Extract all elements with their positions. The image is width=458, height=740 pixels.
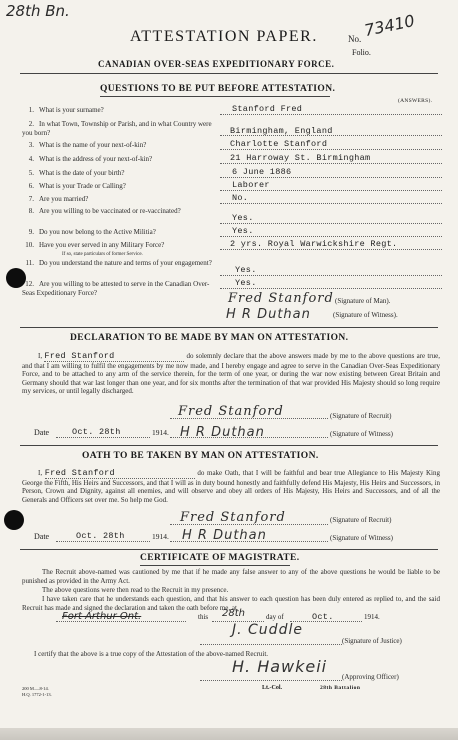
- battalion-note: 28th Bn.: [6, 2, 70, 20]
- signature-of-witness: H R Duthan: [226, 307, 311, 322]
- oath-recruit-label: (Signature of Recruit): [330, 516, 392, 524]
- question-7: 7. Are you married?: [28, 195, 89, 203]
- oath-name: Fred Stanford: [45, 469, 195, 479]
- questions-heading: QUESTIONS TO BE PUT BEFORE ATTESTATION.: [100, 84, 336, 94]
- answer-vaccinated: Yes.: [232, 213, 254, 223]
- answer-understand-terms: Yes.: [235, 265, 257, 275]
- number-label: No.: [348, 34, 362, 44]
- folio-label: Folio.: [352, 48, 371, 57]
- approving-officer-label: (Approving Officer): [342, 673, 399, 681]
- question-2: 2. In what Town, Township or Parish, and in what Country were you born?: [22, 120, 212, 137]
- answer-birthplace: Birmingham, England: [230, 126, 333, 136]
- magistrate-this-label: this: [198, 613, 209, 621]
- oath-witness-signature: H R Duthan: [182, 528, 267, 543]
- magistrate-day: 28th: [222, 608, 245, 619]
- magistrate-caution-text: The Recruit above-named was cautioned by me that if he made any false answer to any of the above questions he would be liable to be punished as provided in the Army Act.: [22, 568, 440, 585]
- oath-text: I, Fred Stanford do make Oath, that I will be faithful and bear true Allegiance to His Majesty King George the Fifth, His Heirs and Successors, and that I will as in duty bound honestly and faithfully defend His Majesty, His Heirs and Successors, in Person, Crown and Dignity, against all enemies, and will observe and obey all orders of His Majesty, His Heirs and Successors, and of all the Generals and Officers set over me. So help me God.: [22, 468, 441, 504]
- punch-hole-bottom: [4, 510, 24, 530]
- declaration-year: 1914.: [152, 428, 169, 437]
- answer-surname: Stanford Fred: [232, 104, 303, 114]
- sig-witness-label: (Signature of Witness).: [333, 311, 398, 319]
- answer-married: No.: [232, 193, 249, 203]
- scan-edge: [0, 728, 458, 740]
- form-code: 200 M.—8-14.: [22, 686, 49, 691]
- magistrate-heading-rule: [140, 565, 290, 566]
- answers-label: (ANSWERS).: [398, 98, 433, 104]
- rank-label: Lt.-Col.: [262, 685, 282, 691]
- document-subtitle: CANADIAN OVER-SEAS EXPEDITIONARY FORCE.: [98, 59, 335, 69]
- oath-witness-label: (Signature of Witness): [330, 534, 393, 542]
- certify-text: I certify that the above is a true copy of the Attestation of the above-named Recruit.: [34, 650, 269, 658]
- magistrate-heading: CERTIFICATE OF MAGISTRATE.: [140, 553, 300, 563]
- answer-next-of-kin: Charlotte Stanford: [230, 139, 328, 149]
- question-10: 10. Have you ever served in any Military Force?: [25, 241, 165, 249]
- oath-year: 1914.: [152, 532, 169, 541]
- question-6: 6. What is your Trade or Calling?: [28, 182, 126, 190]
- punch-hole-top: [6, 268, 26, 288]
- sig-man-label: (Signature of Man).: [335, 297, 391, 305]
- declaration-date-value: Oct. 28th: [72, 427, 121, 437]
- approving-officer-signature: H. Hawkeii: [232, 657, 328, 676]
- declaration-witness-label: (Signature of Witness): [330, 430, 393, 438]
- oath-recruit-signature: Fred Stanford: [180, 510, 286, 525]
- regimental-number: 73410: [362, 10, 417, 41]
- question-9: 9. Do you now belong to the Active Militia?: [28, 228, 156, 236]
- declaration-witness-signature: H R Duthan: [180, 425, 265, 440]
- question-12: 12. Are you willing to be attested to serve in the Canadian Over-Seas Expeditionary Force?: [22, 280, 210, 297]
- magistrate-care-text: I have taken care that he understands each question, and that his answer to each question has been duly entered as replied to, and the said Recruit has made and signed the declaration and taken the oath before me, at: [22, 595, 440, 612]
- magistrate-year: 1914.: [364, 613, 380, 621]
- answer-trade: Laborer: [232, 180, 270, 190]
- form-code-2: H.Q. 1772-1-13.: [22, 692, 52, 697]
- question-5: 5. What is the date of your birth?: [28, 169, 125, 177]
- answer-militia: Yes.: [232, 226, 254, 236]
- questions-heading-rule: [100, 96, 330, 97]
- magistrate-read-text: The above questions were then read to the Recruit in my presence.: [42, 586, 229, 594]
- magistrate-month: Oct.: [312, 612, 334, 622]
- answer-birth-date: 6 June 1886: [232, 167, 292, 177]
- answer-kin-address: 21 Harroway St. Birmingham: [230, 153, 371, 163]
- declaration-date-label: Date: [34, 428, 50, 437]
- question-4: 4. What is the address of your next-of-kin?: [28, 155, 153, 163]
- question-3: 3. What is the name of your next-of-kin?: [28, 141, 147, 149]
- magistrate-place: Fort Arthur Ont.: [62, 611, 142, 622]
- header-rule: [20, 73, 438, 74]
- signature-of-man: Fred Stanford: [228, 291, 334, 306]
- oath-date-label: Date: [34, 532, 50, 541]
- oath-date-value: Oct. 28th: [76, 531, 125, 541]
- answer-prior-service: 2 yrs. Royal Warwickshire Regt.: [230, 239, 398, 249]
- justice-label: (Signature of Justice): [342, 637, 402, 645]
- question-10-note: If so, state particulars of former Service.: [62, 252, 143, 257]
- question-1: 1. What is your surname?: [28, 106, 104, 114]
- question-8: 8. Are you willing to be vaccinated or re-vaccinated?: [28, 207, 181, 215]
- question-11: 11. Do you understand the nature and terms of your engagement?: [25, 259, 212, 267]
- declaration-recruit-label: (Signature of Recruit): [330, 412, 392, 420]
- battalion-label: 28th Battalion: [320, 685, 361, 691]
- declaration-heading: DECLARATION TO BE MADE BY MAN ON ATTESTATION.: [70, 333, 349, 343]
- justice-signature: J. Cuddle: [232, 622, 303, 638]
- declaration-name: Fred Stanford: [44, 352, 184, 362]
- oath-top-rule: [20, 445, 438, 446]
- oath-heading: OATH TO BE TAKEN BY MAN ON ATTESTATION.: [82, 451, 319, 461]
- magistrate-day-of-label: day of: [266, 613, 284, 621]
- declaration-text: I, Fred Stanford do solemnly declare that the above answers made by me to the above questions are true, and that I am willing to fulfil the engagements by me now made, and I hereby engage and agree to serve in the Canadian Over-Seas Expeditionary Force, and to be attached to any arm of the service therein, for the term of one year, or during the war now existing between Great Britain and Germany should that war last longer than one year, and for six months after the termination of that war provided His Majesty should so long require my services, or until legally discharged.: [22, 351, 440, 396]
- declaration-top-rule: [20, 327, 438, 328]
- declaration-recruit-signature: Fred Stanford: [178, 404, 284, 419]
- magistrate-top-rule: [20, 549, 438, 550]
- document-title: ATTESTATION PAPER.: [130, 28, 318, 45]
- answer-willing-attest: Yes.: [235, 278, 257, 288]
